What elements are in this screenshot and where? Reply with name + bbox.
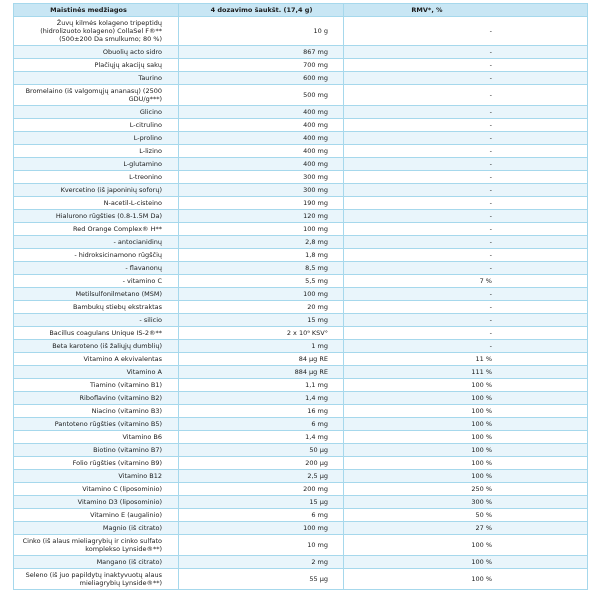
amount-cell: 400 mg (179, 132, 344, 145)
rmv-cell: - (344, 314, 588, 327)
rmv-cell: 100 % (344, 379, 588, 392)
table-row (14, 314, 588, 327)
table-row (14, 132, 588, 145)
rmv-cell: - (344, 145, 588, 158)
amount-cell: 400 mg (179, 119, 344, 132)
rmv-cell: - (344, 171, 588, 184)
rmv-cell: 100 % (344, 457, 588, 470)
amount-cell: 200 mg (179, 483, 344, 496)
amount-cell: 1 mg (179, 340, 344, 353)
amount-cell: 400 mg (179, 106, 344, 119)
nutrient-name-cell: Pantoteno rūgšties (vitamino B5) (14, 418, 179, 431)
table-row (14, 210, 588, 223)
table-row (14, 275, 588, 288)
amount-cell: 20 mg (179, 301, 344, 314)
rmv-cell: 300 % (344, 496, 588, 509)
table-row (14, 569, 588, 590)
rmv-cell: - (344, 340, 588, 353)
amount-cell: 16 mg (179, 405, 344, 418)
table-row (14, 444, 588, 457)
table-body (14, 17, 588, 590)
table-row (14, 483, 588, 496)
nutrient-name-cell: Beta karoteno (iš žaliųjų dumblių) (14, 340, 179, 353)
rmv-cell: 250 % (344, 483, 588, 496)
amount-cell: 1,1 mg (179, 379, 344, 392)
table-row (14, 197, 588, 210)
table-row (14, 353, 588, 366)
rmv-cell: - (344, 210, 588, 223)
rmv-cell: 100 % (344, 418, 588, 431)
rmv-cell: - (344, 158, 588, 171)
amount-cell: 2,8 mg (179, 236, 344, 249)
amount-cell: 2 x 10⁹ KSV° (179, 327, 344, 340)
table-row (14, 184, 588, 197)
rmv-cell: 27 % (344, 522, 588, 535)
amount-cell: 100 mg (179, 288, 344, 301)
amount-cell: 2,5 µg (179, 470, 344, 483)
rmv-cell: - (344, 59, 588, 72)
nutrient-name-cell: Bacillus coagulans Unique IS-2®** (14, 327, 179, 340)
nutrient-name-cell: - hidroksicinamono rūgščių (14, 249, 179, 262)
amount-cell: 200 µg (179, 457, 344, 470)
table-row (14, 17, 588, 46)
nutrient-name-cell: Riboflavino (vitamino B2) (14, 392, 179, 405)
amount-cell: 15 mg (179, 314, 344, 327)
rmv-cell: 7 % (344, 275, 588, 288)
rmv-cell: - (344, 262, 588, 275)
rmv-cell: 100 % (344, 444, 588, 457)
rmv-cell: - (344, 327, 588, 340)
nutrient-name-cell: Bromelaino (iš valgomųjų ananasų) (2500 GDU/g***) (14, 85, 179, 106)
rmv-cell: - (344, 46, 588, 59)
amount-cell: 500 mg (179, 85, 344, 106)
nutrient-name-cell: Kvercetino (iš japoninių soforų) (14, 184, 179, 197)
amount-cell: 50 µg (179, 444, 344, 457)
amount-cell: 1,4 mg (179, 392, 344, 405)
amount-cell: 100 mg (179, 522, 344, 535)
rmv-cell: 100 % (344, 569, 588, 590)
rmv-cell: - (344, 301, 588, 314)
rmv-cell: - (344, 132, 588, 145)
rmv-cell: 100 % (344, 556, 588, 569)
nutrient-name-cell: Bambukų stiebų ekstraktas (14, 301, 179, 314)
nutrient-name-cell: - flavanonų (14, 262, 179, 275)
header-row (14, 4, 588, 17)
rmv-cell: - (344, 197, 588, 210)
rmv-cell: 100 % (344, 431, 588, 444)
table-row (14, 470, 588, 483)
nutrient-name-cell: Red Orange Complex® H** (14, 223, 179, 236)
table-row (14, 223, 588, 236)
amount-cell: 10 mg (179, 535, 344, 556)
nutrient-name-cell: Vitamino B12 (14, 470, 179, 483)
amount-cell: 1,8 mg (179, 249, 344, 262)
nutrient-name-cell: L-glutamino (14, 158, 179, 171)
rmv-cell: 50 % (344, 509, 588, 522)
amount-cell: 190 mg (179, 197, 344, 210)
table-row (14, 366, 588, 379)
amount-cell: 100 mg (179, 223, 344, 236)
amount-cell: 884 µg RE (179, 366, 344, 379)
nutrient-name-cell: Folio rūgšties (vitamino B9) (14, 457, 179, 470)
nutrient-name-cell: Vitamino A (14, 366, 179, 379)
table-row (14, 59, 588, 72)
table-row (14, 72, 588, 85)
nutrient-name-cell: Glicino (14, 106, 179, 119)
amount-cell: 120 mg (179, 210, 344, 223)
nutrient-name-cell: L-lizino (14, 145, 179, 158)
rmv-cell: - (344, 184, 588, 197)
table-row (14, 556, 588, 569)
rmv-cell: 111 % (344, 366, 588, 379)
nutrient-name-cell: Magnio (iš citrato) (14, 522, 179, 535)
nutrient-name-cell: L-citrulino (14, 119, 179, 132)
table-row (14, 119, 588, 132)
table-row (14, 249, 588, 262)
nutrient-name-cell: L-prolino (14, 132, 179, 145)
nutrient-name-cell: Cinko (iš alaus mieliagrybių ir cinko sulfato komplekso Lynside®**) (14, 535, 179, 556)
nutrition-table-header (14, 4, 588, 17)
rmv-cell: 100 % (344, 470, 588, 483)
table-row (14, 262, 588, 275)
table-row (14, 405, 588, 418)
nutrient-name-cell: Biotino (vitamino B7) (14, 444, 179, 457)
nutrient-name-cell: N-acetil-L-cisteino (14, 197, 179, 210)
table-row (14, 431, 588, 444)
table-row (14, 46, 588, 59)
rmv-cell: - (344, 106, 588, 119)
table-row (14, 85, 588, 106)
amount-cell: 400 mg (179, 145, 344, 158)
rmv-cell: - (344, 249, 588, 262)
amount-cell: 55 µg (179, 569, 344, 590)
table-row (14, 327, 588, 340)
nutrient-name-cell: Metilsulfonilmetano (MSM) (14, 288, 179, 301)
nutrient-name-cell: Plačiųjų akacijų sakų (14, 59, 179, 72)
amount-cell: 300 mg (179, 184, 344, 197)
amount-cell: 8,5 mg (179, 262, 344, 275)
table-row (14, 522, 588, 535)
amount-cell: 10 g (179, 17, 344, 46)
rmv-cell: 100 % (344, 535, 588, 556)
table-row (14, 288, 588, 301)
nutrient-name-cell: - antocianidinų (14, 236, 179, 249)
amount-cell: 6 mg (179, 509, 344, 522)
table-row (14, 418, 588, 431)
nutrient-name-cell: Vitamino E (augalinio) (14, 509, 179, 522)
table-row (14, 340, 588, 353)
rmv-cell: - (344, 85, 588, 106)
table-row (14, 301, 588, 314)
table-row (14, 457, 588, 470)
amount-cell: 5,5 mg (179, 275, 344, 288)
nutrient-name-cell: Žuvų kilmės kolageno tripeptidų (hidrolizuoto kolageno) CollaSel F®** (500±200 Da smulkumo; 80 %) (14, 17, 179, 46)
amount-cell: 400 mg (179, 158, 344, 171)
nutrition-table (13, 3, 588, 590)
table-row (14, 392, 588, 405)
nutrient-name-cell: Seleno (iš juo papildytų inaktyvuotų alaus mieliagrybių Lynside®**) (14, 569, 179, 590)
nutrient-name-cell: Hialurono rūgšties (0.8-1.5M Da) (14, 210, 179, 223)
amount-cell: 2 mg (179, 556, 344, 569)
amount-cell: 600 mg (179, 72, 344, 85)
amount-cell: 1,4 mg (179, 431, 344, 444)
rmv-cell: - (344, 223, 588, 236)
amount-cell: 867 mg (179, 46, 344, 59)
nutrient-name-cell: - silicio (14, 314, 179, 327)
nutrient-name-cell: Vitamino A ekvivalentas (14, 353, 179, 366)
nutrient-name-cell: Mangano (iš citrato) (14, 556, 179, 569)
rmv-cell: 11 % (344, 353, 588, 366)
rmv-cell: - (344, 119, 588, 132)
table-row (14, 106, 588, 119)
nutrient-name-cell: Obuolių acto sidro (14, 46, 179, 59)
nutrient-name-cell: Vitamino D3 (liposominio) (14, 496, 179, 509)
rmv-cell: 100 % (344, 405, 588, 418)
table-row (14, 509, 588, 522)
nutrient-name-cell: Vitamino B6 (14, 431, 179, 444)
amount-cell: 700 mg (179, 59, 344, 72)
nutrient-name-cell: Taurino (14, 72, 179, 85)
table-row (14, 236, 588, 249)
table-row (14, 496, 588, 509)
rmv-cell: - (344, 236, 588, 249)
rmv-cell: - (344, 17, 588, 46)
rmv-cell: - (344, 72, 588, 85)
nutrient-name-cell: Niacino (vitamino B3) (14, 405, 179, 418)
rmv-cell: 100 % (344, 392, 588, 405)
nutrient-name-cell: Vitamino C (liposominio) (14, 483, 179, 496)
header-nutrients: Maistinės medžiagos (14, 4, 179, 17)
table-row (14, 535, 588, 556)
amount-cell: 6 mg (179, 418, 344, 431)
table-row (14, 158, 588, 171)
header-rmv: RMV*, % (344, 4, 588, 17)
nutrient-name-cell: - vitamino C (14, 275, 179, 288)
table-row (14, 171, 588, 184)
amount-cell: 15 µg (179, 496, 344, 509)
amount-cell: 84 µg RE (179, 353, 344, 366)
amount-cell: 300 mg (179, 171, 344, 184)
table-row (14, 145, 588, 158)
table-row (14, 379, 588, 392)
rmv-cell: - (344, 288, 588, 301)
nutrient-name-cell: L-treonino (14, 171, 179, 184)
nutrient-name-cell: Tiamino (vitamino B1) (14, 379, 179, 392)
header-dose: 4 dozavimo šaukšt. (17,4 g) (179, 4, 344, 17)
